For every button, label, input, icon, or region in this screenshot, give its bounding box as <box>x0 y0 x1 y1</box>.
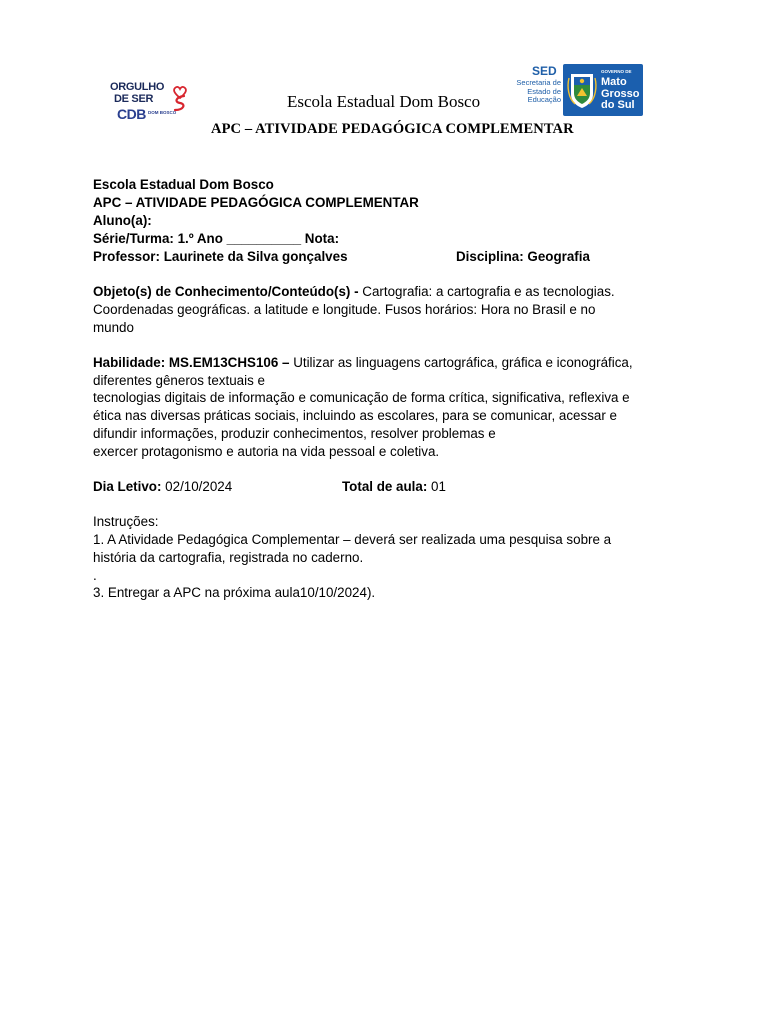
habilidade-label: Habilidade: MS.EM13CHS106 – <box>93 355 290 370</box>
gov-small-text: GOVERNO DE <box>601 69 632 74</box>
swirl-icon <box>170 94 190 112</box>
logo-text-cdb: CDB <box>117 106 146 122</box>
logo-text-de-ser: DE SER <box>114 93 154 105</box>
sed-line: Educação <box>527 95 561 105</box>
crest-icon <box>566 68 598 112</box>
objeto-text: Coordenadas geográficas. a latitude e longitude. Fusos horários: Hora no Brasil e no <box>93 302 596 317</box>
instrucao-line: 3. Entregar a APC na próxima aula10/10/2024). <box>93 585 376 600</box>
disciplina-field: Disciplina: Geografia <box>456 249 590 264</box>
dia-letivo-value: 02/10/2024 <box>161 479 233 494</box>
sed-title: SED <box>532 64 557 78</box>
aluno-field: Aluno(a): <box>93 213 152 228</box>
serie-turma-field: Série/Turma: 1.º Ano __________ Nota: <box>93 231 340 246</box>
total-aula-label: Total de aula: <box>342 479 428 494</box>
instrucao-line: 1. A Atividade Pedagógica Complementar – deverá ser realizada uma pesquisa sobre a <box>93 532 612 547</box>
professor-field: Professor: Laurinete da Silva gonçalves <box>93 249 348 264</box>
logo-text-dom-bosco: DOM BOSCO <box>148 110 177 115</box>
header-apc-title: APC – ATIVIDADE PEDAGÓGICA COMPLEMENTAR <box>211 121 574 137</box>
objeto-line <box>93 283 615 301</box>
instrucoes-heading: Instruções: <box>93 514 159 529</box>
sed-line: Secretaria de <box>516 78 561 87</box>
logo-text-orgulho: ORGULHO <box>110 81 165 93</box>
habilidade-text: ética nas diversas práticas sociais, incluindo as escolares, para se comunicar, acessar e <box>93 408 617 423</box>
objeto-text: Cartografia: a cartografia e as tecnologias. <box>358 284 615 299</box>
habilidade-text: Utilizar as linguagens cartográfica, gráfica e iconográfica, <box>289 355 633 370</box>
sed-lines <box>513 79 561 105</box>
total-aula <box>342 478 446 496</box>
total-aula-value: 01 <box>427 479 446 494</box>
sed-line: Estado de <box>527 86 561 96</box>
cdb-logo <box>110 82 194 128</box>
body-apc-title: APC – ATIVIDADE PEDAGÓGICA COMPLEMENTAR <box>93 195 419 210</box>
dia-letivo-label: Dia Letivo: <box>93 479 162 494</box>
dia-letivo <box>93 478 232 496</box>
instrucao-line: história da cartografia, registrada no caderno. <box>93 550 364 565</box>
instrucao-line: . <box>93 568 97 583</box>
sed-logo <box>512 62 560 116</box>
habilidade-text: difundir informações, produzir conhecimentos, resolver problemas e <box>93 426 496 441</box>
objeto-text: mundo <box>93 320 134 335</box>
habilidade-text: diferentes gêneros textuais e <box>93 373 265 388</box>
habilidade-text: tecnologias digitais de informação e comunicação de forma crítica, significativa, reflexiva e <box>93 390 630 405</box>
header-school-name: Escola Estadual Dom Bosco <box>287 92 481 111</box>
governo-ms-logo <box>563 64 643 116</box>
gov-line: Mato <box>601 76 627 88</box>
gov-line: Grosso <box>601 87 640 100</box>
habilidade-text: exercer protagonismo e autoria na vida pessoal e coletiva. <box>93 444 440 459</box>
objeto-label: Objeto(s) de Conhecimento/Conteúdo(s) - <box>93 284 359 299</box>
gov-line: do Sul <box>601 99 635 111</box>
body-school-name: Escola Estadual Dom Bosco <box>93 177 274 192</box>
gov-big-text <box>601 77 643 112</box>
habilidade-line <box>93 354 633 372</box>
